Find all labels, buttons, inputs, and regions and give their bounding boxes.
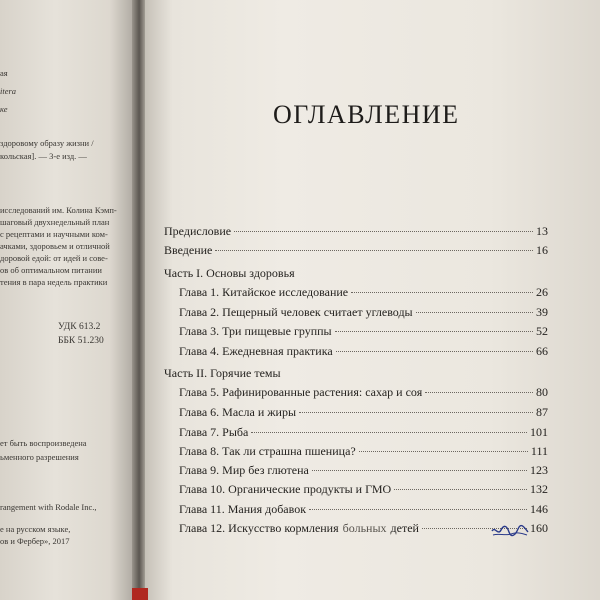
toc-entry-label: Глава 12. Искусство кормления (179, 521, 339, 535)
udk-code: УДК 613.2 (58, 322, 101, 332)
part-heading: Часть II. Горячие темы (164, 366, 281, 380)
page-number: 16 (536, 243, 548, 257)
imprint-line: здоровому образу жизни / (0, 138, 94, 148)
toc-entry[interactable] (179, 444, 548, 460)
bookmark-ribbon (132, 588, 148, 600)
toc-entry-label: Глава 3. Три пищевые группы (179, 324, 332, 338)
page-number: 39 (536, 305, 548, 319)
toc-entry-label: Глава 4. Ежедневная практика (179, 344, 333, 358)
dot-leader (251, 432, 527, 433)
dot-leader (394, 489, 527, 490)
imprint-line: кольская]. — 3-е изд. — (0, 151, 87, 161)
page-number: 101 (530, 425, 548, 439)
toc-entry[interactable] (164, 224, 548, 240)
imprint-line: тения в пара недель практики (0, 277, 108, 287)
toc-entry-label: Глава 10. Органические продукты и ГМО (179, 482, 392, 496)
toc-entry-label: Введение (164, 243, 213, 257)
imprint-line: е на русском языке, (0, 524, 71, 534)
page-number: 87 (536, 405, 548, 419)
page-number: 52 (536, 324, 548, 338)
page-number: 66 (536, 344, 548, 358)
toc-entry-label: Глава 5. Рафинированные растения: сахар и соя (179, 385, 423, 399)
bbk-code: ББК 51.230 (58, 336, 104, 346)
toc-entry-label: Глава 9. Мир без глютена (179, 463, 309, 477)
left-page (0, 0, 137, 600)
imprint-line: ьменного разрешения (0, 452, 79, 462)
dot-leader (416, 312, 533, 313)
imprint-line: rangement with Rodale Inc., (0, 502, 97, 512)
dot-leader (351, 292, 533, 293)
imprint-line: доровой едой: от идей и сове- (0, 253, 108, 263)
dot-leader (425, 392, 533, 393)
toc-entry[interactable] (179, 385, 548, 401)
page-number: 123 (530, 463, 548, 477)
dot-leader (336, 351, 533, 352)
handwritten-scribble (491, 524, 529, 538)
toc-entry-label: Глава 11. Мания добавок (179, 502, 307, 516)
dot-leader (312, 470, 527, 471)
table-of-contents (145, 0, 600, 600)
page-number: 111 (530, 444, 548, 458)
dot-leader (299, 412, 533, 413)
toc-entry[interactable] (179, 344, 548, 360)
page-number: 132 (530, 482, 548, 496)
imprint-line: ачками, здоровьем и отличной (0, 241, 110, 251)
right-page (145, 0, 600, 600)
toc-entry-label: Глава 1. Китайское исследование (179, 285, 349, 299)
toc-entry[interactable] (179, 305, 548, 321)
toc-entry[interactable] (164, 243, 548, 259)
dot-leader (215, 250, 533, 251)
toc-entry[interactable] (179, 285, 548, 301)
imprint-line: шаговый двухнедельный план (0, 217, 110, 227)
page-number: 146 (530, 502, 548, 516)
toc-entry-label: Предисловие (164, 224, 232, 238)
dot-leader (234, 231, 533, 232)
toc-entry[interactable] (179, 482, 548, 498)
dot-leader (359, 451, 528, 452)
toc-entry-label: Глава 8. Так ли страшна пшеница? (179, 444, 356, 458)
toc-entry-label: Глава 2. Пещерный человек считает углеводы (179, 305, 413, 319)
imprint-line: исследований им. Колина Кэмп- (0, 205, 117, 215)
page-title: ОГЛАВЛЕНИЕ (273, 100, 460, 129)
toc-entry[interactable] (179, 463, 548, 479)
page-number: 160 (530, 521, 548, 535)
dot-leader (335, 331, 533, 332)
imprint-line: ет быть воспроизведена (0, 438, 87, 448)
crossed-out-word: больных (342, 521, 387, 535)
imprint-line: itera (0, 86, 17, 96)
imprint-line: ая (0, 68, 8, 78)
toc-entry-label-continued: детей (390, 521, 419, 535)
page-number: 13 (536, 224, 548, 238)
part-heading: Часть I. Основы здоровья (164, 266, 295, 280)
toc-entry[interactable] (179, 405, 548, 421)
imprint-line: ов и Фербер», 2017 (0, 536, 70, 546)
imprint-line: ке (0, 104, 8, 114)
imprint-line: ов об оптимальном питании (0, 265, 102, 275)
toc-entry[interactable] (179, 324, 548, 340)
toc-entry[interactable] (179, 502, 548, 518)
toc-entry-label: Глава 7. Рыба (179, 425, 249, 439)
dot-leader (309, 509, 527, 510)
page-number: 80 (536, 385, 548, 399)
toc-entry-label: Глава 6. Масла и жиры (179, 405, 297, 419)
page-number: 26 (536, 285, 548, 299)
toc-entry[interactable] (179, 425, 548, 441)
imprint-line: с рецептами и научными ком- (0, 229, 108, 239)
